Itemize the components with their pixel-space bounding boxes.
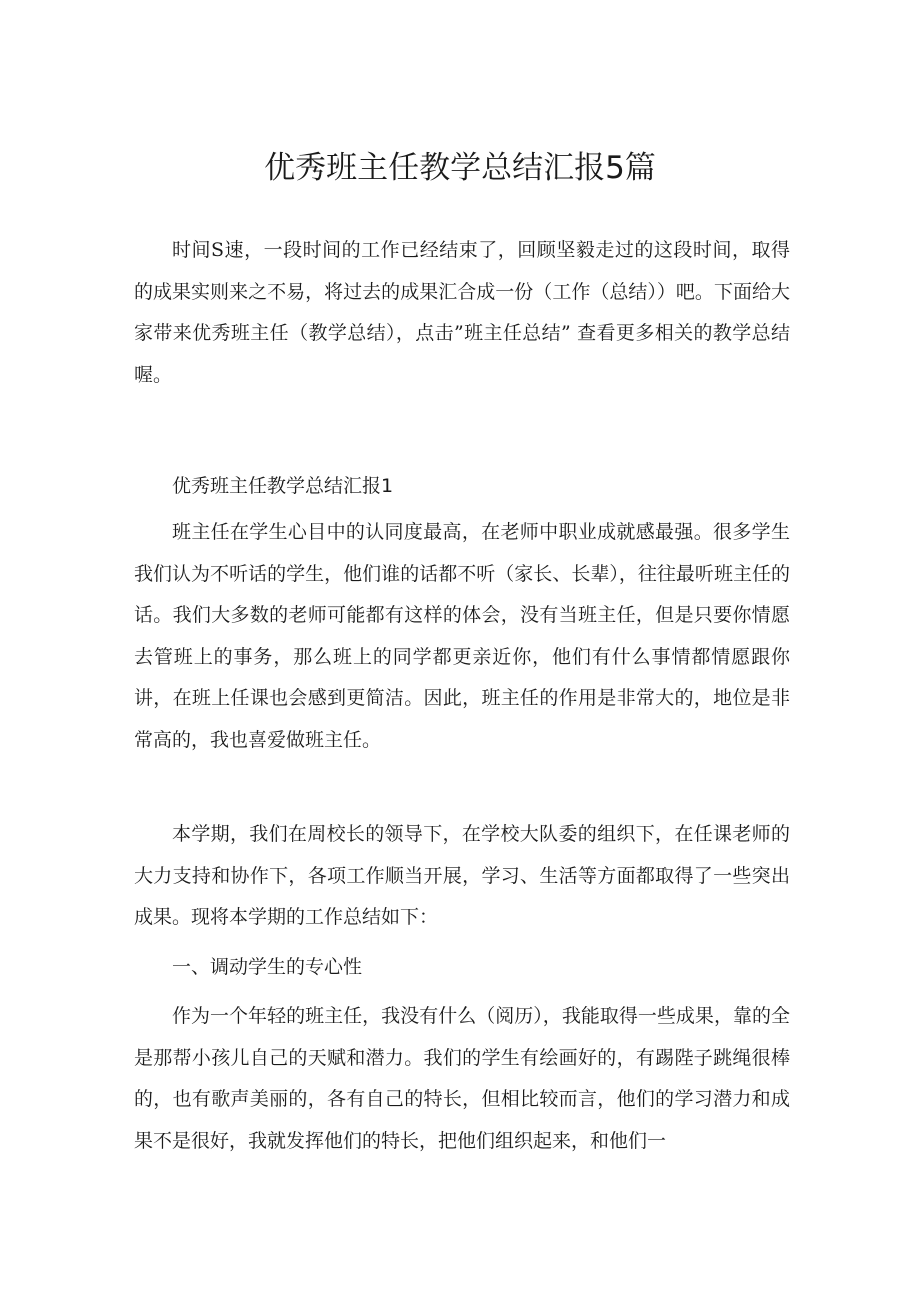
paragraph-2: 本学期，我们在周校长的领导下，在学校大队委的组织下，在任课老师的大力支持和协作下，各项工作顺当开展，学习、生活等方面都取得了一些突出成果。现将本学期的工作总结如下： [134, 823, 790, 928]
section-1-heading: 一、调动学生的专心性 [172, 956, 363, 978]
document-title: 优秀班主任教学总结汇报5篇 [264, 150, 656, 186]
report-1-heading: 优秀班主任教学总结汇报1 [172, 475, 394, 497]
paragraph-1: 班主任在学生心目中的认同度最高，在老师中职业成就感最强。很多学生我们认为不听话的学生，他们谁的话都不听（家长、长辈），往往最听班主任的话。我们大多数的老师可能都有这样的体会，没有当班主任，但是只要你情愿去管班上的事务，那么班上的同学都更亲近你，他们有什么事情都情愿跟你讲，在班上任课也会感到更简洁。因此，班主任的作用是非常大的，地位是非常高的，我也喜爱做班主任。 [134, 521, 790, 751]
intro-paragraph: 时间S速，一段时间的工作已经结束了，回顾坚毅走过的这段时间，取得的成果实则来之不易，将过去的成果汇合成一份（工作（总结））吧。下面给大家带来优秀班主任（教学总结），点击”班主任总结” 查看更多相关的教学总结喔。 [134, 239, 790, 386]
paragraph-3: 作为一个年轻的班主任，我没有什么（阅历），我能取得一些成果，靠的全是那帮小孩儿自己的天赋和潜力。我们的学生有绘画好的，有踢陛子跳绳很棒的，也有歌声美丽的，各有自己的特长，但相比较而言，他们的学习潜力和成果不是很好，我就发挥他们的特长，把他们组织起来，和他们一 [134, 1005, 790, 1152]
